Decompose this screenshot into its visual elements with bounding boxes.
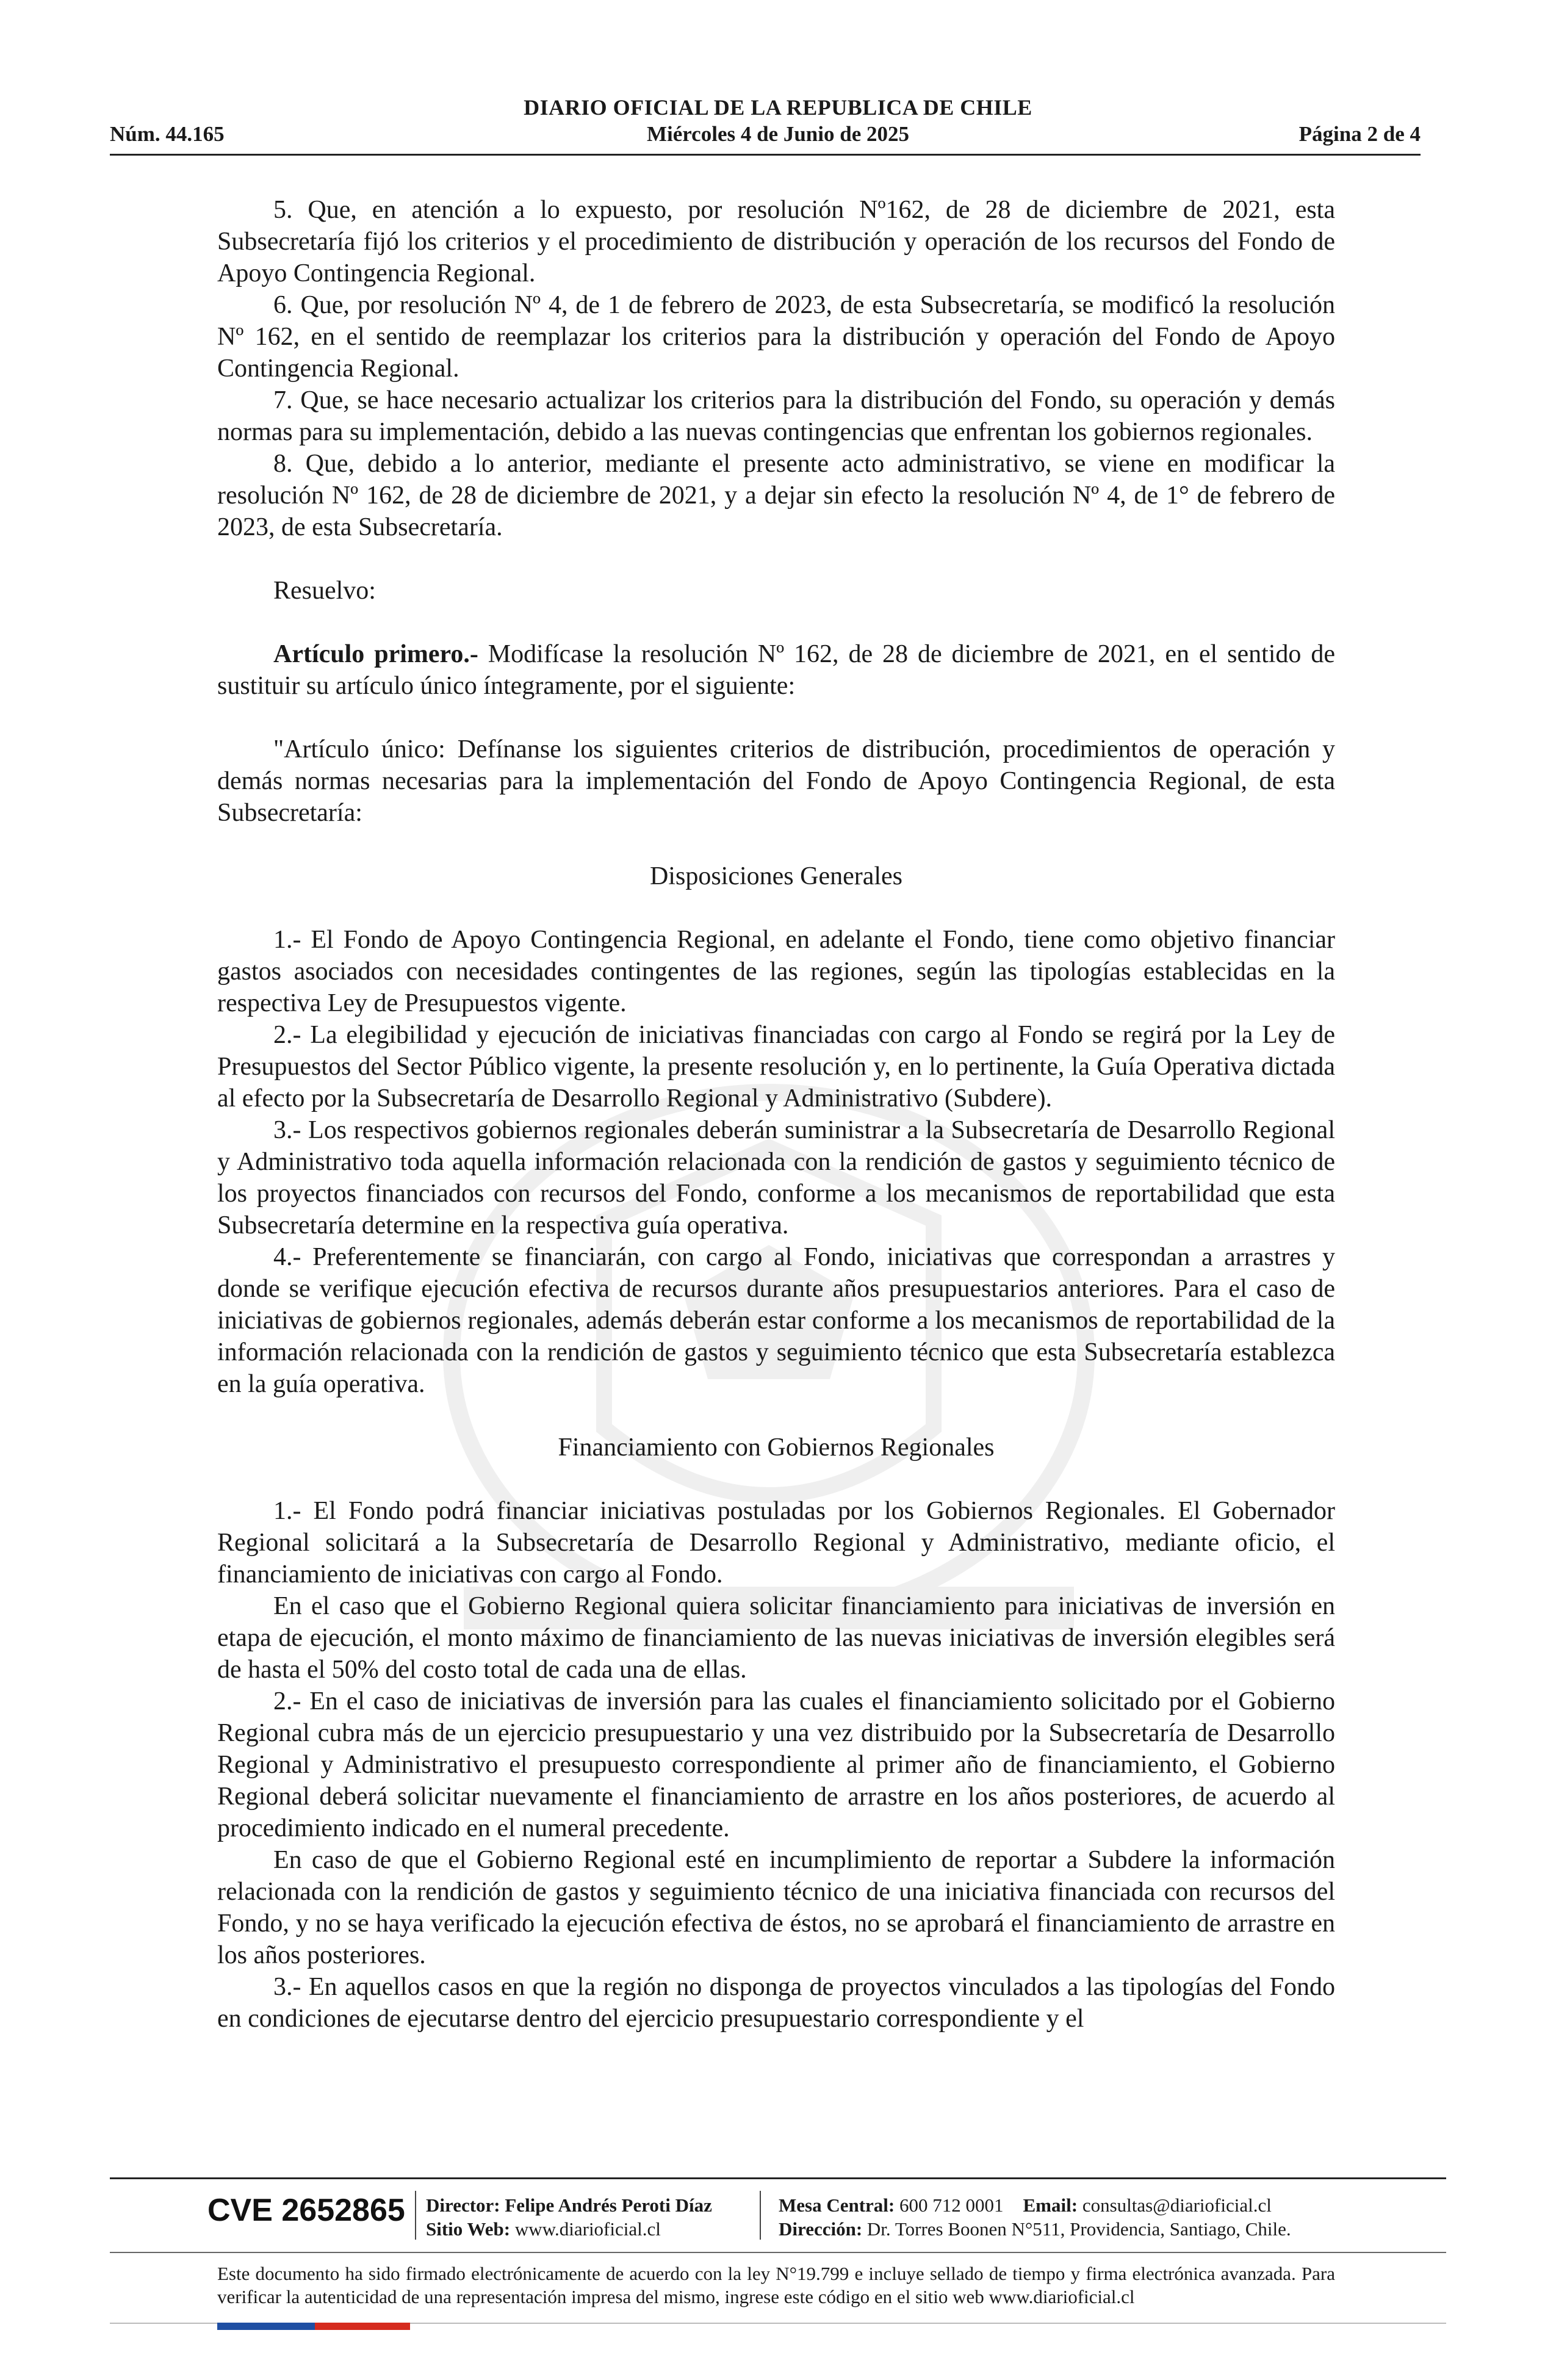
financiamiento-2b: En caso de que el Gobierno Regional esté en incumplimiento de reportar a Subdere la información relacionada con la rendición de gastos y seguimiento técnico de una iniciativa financiada con recursos del Fondo, y no se haya verificado la ejecución efectiva de éstos, no se aprobará el financiamiento de arrastre en los años posteriores. — [217, 1846, 1335, 1969]
document-body — [217, 194, 1335, 2035]
financiamiento-2: 2.- En el caso de iniciativas de inversión para las cuales el financiamiento solicitado por el Gobierno Regional cubra más de un ejercicio presupuestario y una vez distribuido por la Subsecretaría de Desarrollo Regional y Administrativo el presupuesto correspondiente al primer año de financiamiento, el Gobierno Regional deberá solicitar nuevamente el financiamiento de arrastre en los años posteriores, de acuerdo al procedimiento indicado en el numeral precedente. — [217, 1687, 1335, 1842]
section-heading-disposiciones: Disposiciones Generales — [649, 862, 903, 890]
address-label: Dirección: — [779, 2218, 863, 2240]
financiamiento-1b: En el caso que el Gobierno Regional quiera solicitar financiamiento para iniciativas de inversión en etapa de ejecución, el monto máximo de financiamiento de las nuevas iniciativas de inversión elegibles será de hasta el 50% del costo total de cada una de ellas. — [217, 1592, 1335, 1684]
footer-separator — [415, 2191, 416, 2240]
article-unico: "Artículo único: Defínanse los siguientes criterios de distribución, procedimientos de operación y demás normas necesarias para la implementación del Fondo de Apoyo Contingencia Regional, de esta Subsecretaría: — [217, 735, 1335, 827]
paragraph-6: 6. Que, por resolución Nº 4, de 1 de febrero de 2023, de esta Subsecretaría, se modificó la resolución Nº 162, en el sentido de reemplazar los criterios para la distribución y operación del Fondo de Apoyo Contingencia Regional. — [217, 291, 1335, 383]
footer-director-block — [426, 2193, 712, 2241]
director-name: Felipe Andrés Peroti Díaz — [505, 2194, 712, 2216]
gazette-title: DIARIO OFICIAL DE LA REPUBLICA DE CHILE — [524, 95, 1032, 120]
financiamiento-1: 1.- El Fondo podrá financiar iniciativas postuladas por los Gobiernos Regionales. El Gobernador Regional solicitará a la Subsecretaría de Desarrollo Regional y Administrativo, mediante oficio, el financiamiento de iniciativas con cargo al Fondo. — [217, 1497, 1335, 1588]
financiamiento-3: 3.- En aquellos casos en que la región no disponga de proyectos vinculados a las tipologías del Fondo en condiciones de ejecutarse dentro del ejercicio presupuestario correspondiente y el — [217, 1973, 1335, 2033]
address-value: Dr. Torres Boonen N°511, Providencia, Santiago, Chile. — [866, 2218, 1291, 2240]
mesa-central-label: Mesa Central: — [779, 2194, 895, 2216]
issue-number: Núm. 44.165 — [110, 122, 225, 146]
page-indicator: Página 2 de 4 — [1298, 122, 1421, 146]
disposicion-1: 1.- El Fondo de Apoyo Contingencia Regional, en adelante el Fondo, tiene como objetivo financiar gastos asociados con necesidades contingentes de las regiones, según las tipologías establecidas en la respectiva Ley de Presupuestos vigente. — [217, 926, 1335, 1017]
article-primero-text: Modifícase la resolución Nº 162, de 28 de diciembre de 2021, en el sentido de sustituir su artículo único íntegramente, por el siguiente: — [217, 640, 1335, 700]
cve-code: CVE 2652865 — [207, 2193, 405, 2228]
paragraph-5: 5. Que, en atención a lo expuesto, por resolución Nº162, de 28 de diciembre de 2021, esta Subsecretaría fijó los criterios y el procedimiento de distribución y operación de los recursos del Fondo de Apoyo Contingencia Regional. — [217, 196, 1335, 287]
disposicion-4: 4.- Preferentemente se financiarán, con cargo al Fondo, iniciativas que correspondan a arrastres y donde se verifique ejecución efectiva de recursos durante años presupuestarios anteriores. Para el caso de iniciativas de gobiernos regionales, además deberán estar conforme a los mecanismos de reportabilidad de la información relacionada con la rendición de gastos y seguimiento técnico que esta Subsecretaría establezca en la guía operativa. — [217, 1243, 1335, 1398]
paragraph-8: 8. Que, debido a lo anterior, mediante el presente acto administrativo, se viene en modificar la resolución Nº 162, de 28 de diciembre de 2021, y a dejar sin efecto la resolución Nº 4, de 1° de febrero de 2023, de esta Subsecretaría. — [217, 450, 1335, 541]
footer-contact-block — [779, 2193, 1291, 2241]
disposicion-2: 2.- La elegibilidad y ejecución de iniciativas financiadas con cargo al Fondo se regirá por la Ley de Presupuestos del Sector Público vigente, la presente resolución y, en lo pertinente, la Guía Operativa dictada al efecto por la Subsecretaría de Desarrollo Regional y Administrativo (Subdere). — [217, 1021, 1335, 1112]
footer-divider-top — [110, 2177, 1446, 2179]
flag-blue-segment — [217, 2323, 315, 2330]
article-primero-label: Artículo primero.- — [273, 640, 478, 668]
flag-red-segment — [315, 2323, 410, 2330]
disposicion-3: 3.- Los respectivos gobiernos regionales deberán suministrar a la Subsecretaría de Desarrollo Regional y Administrativo toda aquella información relacionada con la rendición de gastos y seguimiento técnico de los proyectos financiados con recursos del Fondo, conforme a los mecanismos de reportabilidad que esta Subsecretaría determine en la respectiva guía operativa. — [217, 1116, 1335, 1239]
footer-separator — [760, 2191, 761, 2240]
chile-flag-stripe — [217, 2323, 410, 2330]
section-heading-financiamiento: Financiamiento con Gobiernos Regionales — [558, 1433, 995, 1462]
article-primero — [217, 638, 1335, 702]
footer-divider-mid — [110, 2252, 1446, 2253]
email-label: Email: — [1023, 2194, 1078, 2216]
mesa-central-phone: 600 712 0001 — [899, 2194, 1004, 2216]
paragraph-7: 7. Que, se hace necesario actualizar los criterios para la distribución del Fondo, su operación y demás normas para su implementación, debido a las nuevas contingencias que enfrentan los gobiernos regionales. — [217, 386, 1335, 446]
resuelvo-heading: Resuelvo: — [273, 577, 376, 605]
website-label: Sitio Web: — [426, 2218, 511, 2240]
header-divider — [110, 154, 1421, 156]
website-link[interactable]: www.diarioficial.cl — [514, 2218, 661, 2240]
issue-date: Miércoles 4 de Junio de 2025 — [646, 122, 909, 146]
director-label: Director: — [426, 2194, 500, 2216]
electronic-signature-note: Este documento ha sido firmado electrónicamente de acuerdo con la ley N°19.799 e incluye sellado de tiempo y firma electrónica avanzada. Para verificar la autenticidad de una representación impresa del mismo, ingrese este código en el sitio web www.diarioficial.cl — [217, 2263, 1335, 2307]
email-link[interactable]: consultas@diarioficial.cl — [1082, 2194, 1272, 2216]
